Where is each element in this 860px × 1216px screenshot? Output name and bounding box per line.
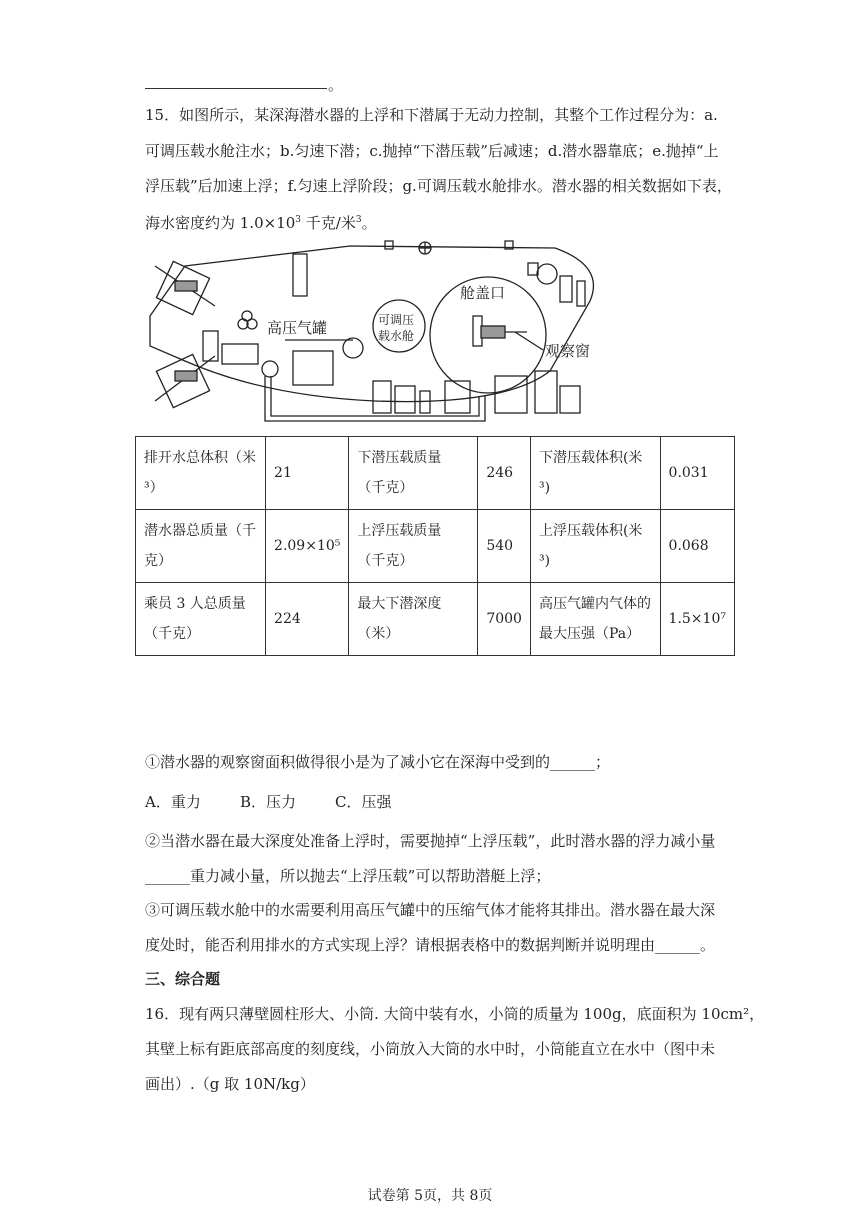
sub-question-3-line-1: ③可调压载水舱中的水需要利用高压气罐中的压缩气体才能将其排出。潜水器在最大深 (145, 901, 716, 919)
sub-question-2-line-2: ______重力减小量，所以抛去“上浮压载”可以帮助潜艇上浮； (145, 867, 551, 885)
table-cell: 下潜压载质量（千克） (349, 437, 478, 510)
table-cell: 乘员 3 人总质量（千克） (136, 583, 266, 656)
label-ballast-2: 载水舱 (378, 329, 415, 343)
label-observation-window: 观察窗 (545, 342, 591, 360)
table-cell: 0.068 (660, 510, 734, 583)
sub-question-3-line-2: 度处时，能否利用排水的方式实现上浮？请根据表格中的数据判断并说明理由______。 (145, 936, 716, 954)
table-cell: 21 (266, 437, 349, 510)
table-cell: 2.09×10⁵ (266, 510, 349, 583)
sub-question-2-line-1: ②当潜水器在最大深度处准备上浮时，需要抛掉“上浮压载”，此时潜水器的浮力减小量 (145, 832, 716, 850)
blank-period: 。 (328, 76, 344, 94)
table-row (136, 437, 735, 510)
page-footer: 试卷第 5页，共 8页 (367, 1188, 493, 1204)
sub-question-1-options (145, 792, 725, 812)
submarine-data-table (135, 436, 735, 656)
q15-line-3: 浮压载”后加速上浮；f.匀速上浮阶段；g.可调压载水舱排水。潜水器的相关数据如下表， (145, 177, 732, 195)
table-cell: 排开水总体积（米 ³） (136, 437, 266, 510)
density-end: 。 (361, 214, 377, 232)
q16-line-2: 其壁上标有距底部高度的刻度线，小筒放入大筒的水中时，小筒能直立在水中（图中未 (145, 1040, 716, 1058)
table-cell: 最大下潜深度（米） (349, 583, 478, 656)
sub-question-1: ①潜水器的观察窗面积做得很小是为了减小它在深海中受到的______； (145, 753, 611, 771)
table-cell: 540 (478, 510, 531, 583)
table-cell: 224 (266, 583, 349, 656)
label-ballast-1: 可调压 (378, 313, 415, 327)
table-cell: 潜水器总质量（千克） (136, 510, 266, 583)
density-exponent: 3 (295, 215, 302, 225)
label-hatch: 舱盖口 (460, 284, 506, 302)
table-row (136, 583, 735, 656)
density-unit: 千克/米 (301, 214, 356, 232)
q15-line-4 (145, 210, 725, 233)
section-heading: 三、综合题 (145, 970, 221, 988)
option-a: A．重力 (145, 793, 201, 811)
table-cell: 上浮压载体积(米 ³) (530, 510, 660, 583)
q15-line-1: 15．如图所示，某深海潜水器的上浮和下潜属于无动力控制，其整个工作过程分为：a. (145, 106, 718, 124)
table-cell: 上浮压载质量（千克） (349, 510, 478, 583)
answer-blank-line (145, 88, 327, 89)
table-cell: 下潜压载体积(米 ³) (530, 437, 660, 510)
q16-line-1: 16．现有两只薄壁圆柱形大、小筒. 大筒中装有水，小筒的质量为 100g，底面积为 10cm²， (145, 1005, 765, 1023)
table-cell: 246 (478, 437, 531, 510)
option-b: B．压力 (240, 793, 297, 811)
table-cell: 1.5×10⁷ (660, 583, 734, 656)
table-cell: 0.031 (660, 437, 734, 510)
table-cell: 高压气罐内气体的最大压强（Pa） (530, 583, 660, 656)
q16-line-3: 画出）.（g 取 10N/kg） (145, 1075, 315, 1093)
option-c: C．压强 (335, 793, 392, 811)
table-cell: 7000 (478, 583, 531, 656)
unit-exponent: 3 (355, 215, 362, 225)
label-high-pressure-tank: 高压气罐 (267, 319, 328, 337)
submarine-diagram (145, 236, 615, 432)
density-text: 海水密度约为 1.0×10 (145, 214, 296, 232)
table-row (136, 510, 735, 583)
q15-line-2: 可调压载水舱注水；b.匀速下潜；c.抛掉“下潜压载”后减速；d.潜水器靠底；e.抛掉“上 (145, 142, 719, 160)
